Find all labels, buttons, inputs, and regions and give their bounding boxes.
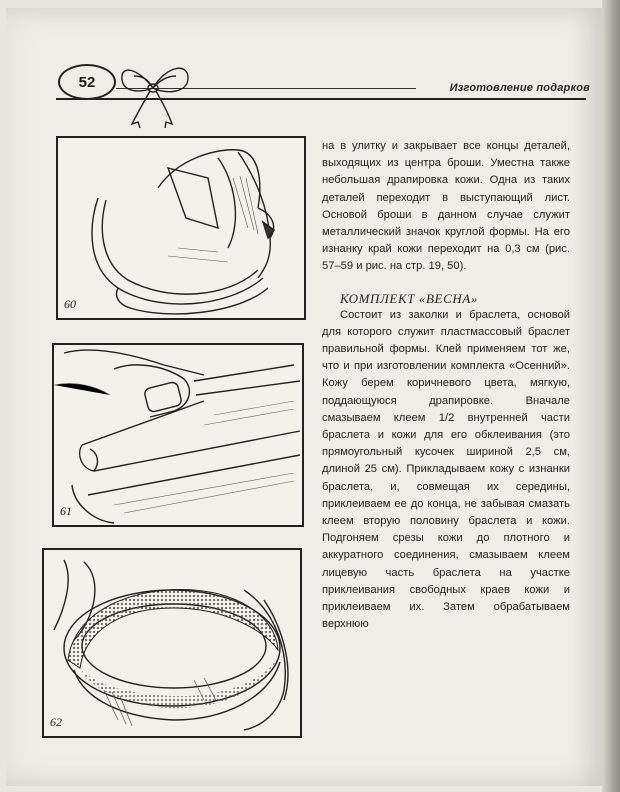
book-spine-shadow [602,0,620,792]
figure-60 [56,136,306,320]
section-paragraph: Состоит из заколки и браслета, основой для которого служит пластмассовый браслет правильной формы. Клей применяем тот же, что и при изготовлении комплекта «Осенний». Кожу берем коричневого цвета, мягкую, поддающуюся драпировке. Вначале смазываем клеем 1/2 внутренней части браслета и кожи для его обклеивания (это прямоугольный кусочек шириной 2,5 см, длиной 25 см). Прикладываем кожу с изнанки браслета, и, совмещая их середины, приклеиваем ее до конца, не забывая смазать клеем вторую половину браслета и кожи. Подгоняем срезы кожи до плотного и аккуратного соединения, смазываем клеем лицевую часть браслета на участке приклеивания свободных краев кожи и приклеиваем их. Затем обрабатываем верхнюю [322,308,570,631]
body-text-column [322,138,570,633]
paragraph-continued: на в улитку и закрывает все концы деталей, выходящих из центра броши. Уместна также небольшая драпировка кожи. Одна из таких деталей переходит в выступающий лист. Основой броши в данном случае служит металлический значок круглой формы. На его изнанку край кожи переходит на 0,3 см (рис. 57–59 и рис. на стр. 19, 50). [322,140,570,273]
bracelet-closeup-illustration [58,138,304,318]
figure-61 [52,343,304,527]
figure-label: 61 [60,504,72,518]
section-heading: КОМПЛЕКТ «ВЕСНА» [340,290,478,306]
running-head: Изготовление подарков [449,82,590,94]
figure-label: 60 [64,297,76,311]
page-number: 52 [58,64,116,100]
hands-folding-leather-illustration [54,345,302,525]
figure-label: 62 [50,715,62,729]
figure-62 [42,548,302,738]
textured-bracelet-illustration [44,550,300,736]
ribbon-bow-icon [108,50,198,130]
